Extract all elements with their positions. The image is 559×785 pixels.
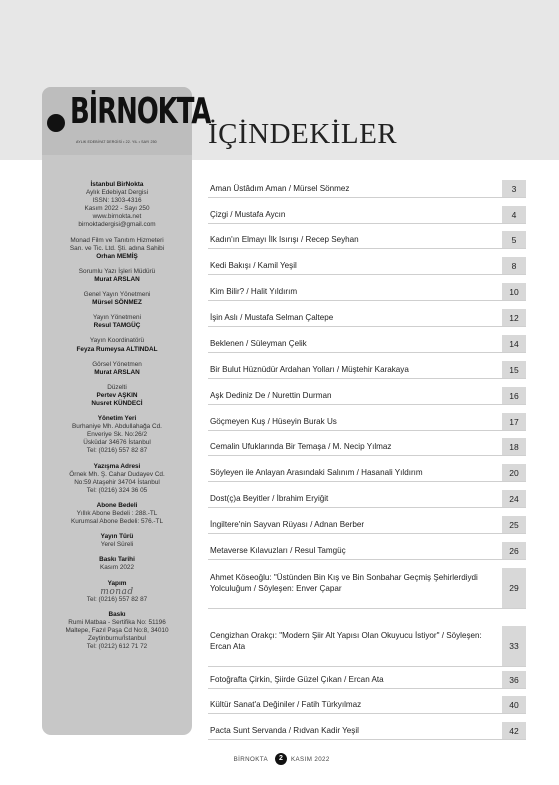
toc-entry-page: 16: [502, 387, 526, 404]
general-director-role: Genel Yayın Yönetmeni: [83, 291, 151, 299]
issue: Kasım 2022 - Sayı 250: [84, 205, 150, 213]
logo-tagline: AYLIK EDEBİYAT DERGİSİ • 22. YIL • SAYI 250: [76, 140, 157, 144]
subscription-yearly: Yıllık Abone Bedeli : 288.-TL: [76, 510, 158, 517]
toc-entry-page: 5: [502, 231, 526, 248]
subscription-corporate: Kurumsal Abone Bedeli: 576.-TL: [70, 518, 163, 526]
management-line1: Burhaniye Mh. Abdullahağa Cd.: [72, 423, 162, 431]
toc-entry[interactable]: [208, 257, 526, 275]
toc-entry-page: 18: [502, 438, 526, 455]
toc-entry-title: Göçmeyen Kuş / Hüseyin Burak Us: [210, 417, 337, 426]
printing-phone: Tel: (0212) 612 71 72: [86, 643, 148, 651]
toc-entry-title: Çizgi / Mustafa Aycın: [210, 210, 286, 219]
toc-entry[interactable]: [208, 696, 526, 714]
page-title: İÇİNDEKİLER: [208, 118, 398, 150]
correspondence-line1: Örnek Mh. Ş. Cahar Dudayev Cd.: [69, 470, 165, 478]
production-phone: Tel: (0216) 557 82 87: [86, 595, 148, 603]
director-name: Resul TAMGÜÇ: [93, 322, 141, 330]
toc-entry-title: Pacta Sunt Servanda / Rıdvan Kadir Yeşil: [210, 726, 359, 735]
toc-entry-title: Kadın'ın Elmayı İlk Isırışı / Recep Seyhan: [210, 235, 359, 244]
toc-entry-page: 3: [502, 180, 526, 197]
toc-entry[interactable]: [208, 464, 526, 482]
toc-entry[interactable]: [208, 387, 526, 405]
owner-block: [42, 237, 192, 261]
toc-entry-title: Cemalin Ufuklarında Bir Temaşa / M. Necip Yılmaz: [210, 442, 392, 451]
coordinator-role: Yayın Koordinatörü: [89, 337, 145, 345]
toc-entry[interactable]: [208, 413, 526, 431]
masthead-info: [42, 181, 192, 658]
director-role: Yayın Yönetmeni: [92, 314, 142, 322]
editor-role: Sorumlu Yazı İşleri Müdürü: [78, 267, 156, 275]
logo-block: [42, 87, 211, 155]
toc-entry-title: Bir Bulut Hüznüdür Ardahan Yolları / Müştehir Karakaya: [210, 365, 409, 374]
footer-page-number: 2: [275, 753, 287, 765]
visual-director-role: Görsel Yönetmen: [92, 360, 142, 368]
toc-entry[interactable]: [208, 671, 526, 689]
printing-title: Baskı: [108, 610, 126, 618]
toc-entry[interactable]: [208, 516, 526, 534]
publisher-subtitle: Aylık Edebiyat Dergisi: [85, 189, 149, 197]
owner-line1: Monad Film ve Tanıtım Hizmeteri: [70, 236, 164, 244]
management-phone: Tel: (0216) 557 82 87: [86, 447, 148, 455]
toc-entry-page: 29: [502, 568, 526, 608]
subscription-title: Abone Bedeli: [96, 501, 138, 509]
toc-entry-title: İngiltere'nin Sayvan Rüyası / Adnan Berber: [210, 520, 365, 529]
publisher-block: [42, 181, 192, 230]
footer-date: KASIM 2022: [291, 756, 330, 763]
toc-entry[interactable]: [208, 438, 526, 456]
pub-type-block: [42, 533, 192, 549]
toc-entry-page: 25: [502, 516, 526, 533]
correspondence-line2: No:59 Ataşehir 34704 İstanbul: [74, 478, 160, 486]
subscription-block: [42, 502, 192, 526]
correspondence-title: Yazışma Adresi: [93, 462, 141, 470]
toc-entry-title: Metaverse Kılavuzları / Resul Tamgüç: [210, 546, 346, 555]
management-block: [42, 415, 192, 455]
coordinator-name: Feyza Rumeysa ALTINDAL: [76, 345, 158, 353]
website: www.birnokta.net: [92, 213, 142, 221]
toc-entry-title: Kültür Sanat'a Değiniler / Fatih Türkyılmaz: [210, 700, 362, 709]
toc-entry[interactable]: [208, 283, 526, 301]
toc-entry-title: Söyleyen ile Anlayan Arasındaki Salınım / Hasanali Yıldırım: [210, 468, 423, 477]
print-date-value: Kasım 2022: [99, 564, 135, 572]
toc-entry-title: Aşk Dediniz De / Nurettin Durman: [210, 391, 332, 400]
correspondence-block: [42, 463, 192, 495]
editor-name: Murat ARSLAN: [94, 275, 140, 283]
toc-entry-title: Kedi Bakışı / Kamil Yeşil: [210, 261, 297, 270]
toc-entry-page: 33: [502, 626, 526, 666]
toc-entry[interactable]: [208, 722, 526, 740]
toc-entry[interactable]: [208, 335, 526, 353]
general-director-block: [42, 291, 192, 307]
editor-block: [42, 268, 192, 284]
printing-line2: Maltepe, Fazıl Paşa Cd No:8, 34010: [65, 626, 169, 634]
toc-entry-title: Kim Bilir? / Halit Yıldırım: [210, 287, 298, 296]
owner-line2: San. ve Tic. Ltd. Şti. adına Sahibi: [69, 244, 165, 252]
toc-entry[interactable]: [208, 490, 526, 508]
masthead-sidebar: [42, 87, 211, 735]
owner-name: Orhan MEMİŞ: [96, 252, 138, 260]
general-director-name: Mürsel SÖNMEZ: [92, 299, 142, 307]
toc-entry[interactable]: [208, 626, 526, 667]
toc-entry-page: 26: [502, 542, 526, 559]
toc-entry-page: 8: [502, 257, 526, 274]
toc-entry-title: İşin Aslı / Mustafa Selman Çaltepe: [210, 313, 334, 322]
toc-entry[interactable]: [208, 361, 526, 379]
toc-entry-title: Ahmet Köseoğlu: "Üstünden Bin Kış ve Bin Sonbahar Geçmiş Şehirlerdiydi Yolculuğum / Söyleşen: Enver Çapar: [210, 573, 478, 593]
toc-entry-page: 14: [502, 335, 526, 352]
monad-logo: monad: [100, 586, 134, 597]
logo-dot-icon: [47, 114, 65, 132]
issn: ISSN: 1303-4316: [92, 197, 142, 205]
toc-entry[interactable]: [208, 568, 526, 609]
toc-entry-title: Aman Üstâdım Aman / Mürsel Sönmez: [210, 184, 350, 193]
proofreader-1: Pertev AŞKIN: [96, 391, 138, 399]
print-date-block: [42, 556, 192, 572]
toc-entry-page: 17: [502, 413, 526, 430]
toc-entry-title: Cengizhan Orakçı: "Modern Şiir Alt Yapısı Olan Okuyucu İstiyor" / Söyleşen: Ercan Ata: [210, 631, 482, 651]
proofreading-block: [42, 384, 192, 408]
toc-entry-title: Beklenen / Süleyman Çelik: [210, 339, 307, 348]
toc-entry-page: 40: [502, 696, 526, 713]
toc-entry[interactable]: [208, 309, 526, 327]
management-title: Yönetim Yeri: [97, 415, 137, 423]
coordinator-block: [42, 337, 192, 353]
printing-line3: Zeytinburnu/İstanbul: [88, 635, 146, 643]
toc-entry-page: 36: [502, 671, 526, 688]
toc-entry[interactable]: [208, 206, 526, 224]
print-date-title: Baskı Tarihi: [99, 556, 135, 564]
visual-director-name: Murat ARSLAN: [94, 368, 140, 376]
printing-block: [42, 611, 192, 651]
publisher-name: İstanbul BirNokta: [90, 181, 144, 188]
toc-entry[interactable]: [208, 231, 526, 249]
magazine-logo: BİRNOKTA: [70, 91, 211, 132]
toc-entry[interactable]: [208, 542, 526, 560]
production-block: [42, 580, 192, 604]
correspondence-phone: Tel: (0216) 324 36 05: [86, 486, 148, 494]
toc-entry[interactable]: [208, 180, 526, 198]
pub-type-value: Yerel Süreli: [100, 541, 134, 549]
proofreader-2: Nusret KÜNDECİ: [91, 399, 143, 407]
toc-entry-title: Fotoğrafta Çirkin, Şiirde Güzel Çıkan / Ercan Ata: [210, 675, 384, 684]
toc-entry-page: 12: [502, 309, 526, 326]
toc-entry-page: 24: [502, 490, 526, 507]
printing-line1: Rumi Matbaa - Sertifika No: 51196: [68, 618, 166, 626]
email: birnoktadergisi@gmail.com: [78, 221, 156, 229]
management-line2: Enveriye Sk. No:26/2: [86, 431, 148, 439]
production-title: Yapım: [107, 579, 127, 587]
footer-magazine: BİRNOKTA: [233, 756, 268, 763]
toc-entry-page: 42: [502, 722, 526, 739]
toc-entry-page: 15: [502, 361, 526, 378]
management-line3: Üsküdar 34676 İstanbul: [83, 439, 151, 447]
visual-director-block: [42, 361, 192, 377]
toc-entry-title: Dost(ç)a Beyitler / İbrahim Eryiğit: [210, 494, 329, 503]
toc-entry-page: 20: [502, 464, 526, 481]
page-footer: [0, 753, 559, 767]
proofreading-role: Düzelti: [107, 383, 127, 391]
toc-entry-page: 10: [502, 283, 526, 300]
pub-type-title: Yayın Türü: [100, 533, 134, 541]
toc-entry-page: 4: [502, 206, 526, 223]
director-block: [42, 314, 192, 330]
